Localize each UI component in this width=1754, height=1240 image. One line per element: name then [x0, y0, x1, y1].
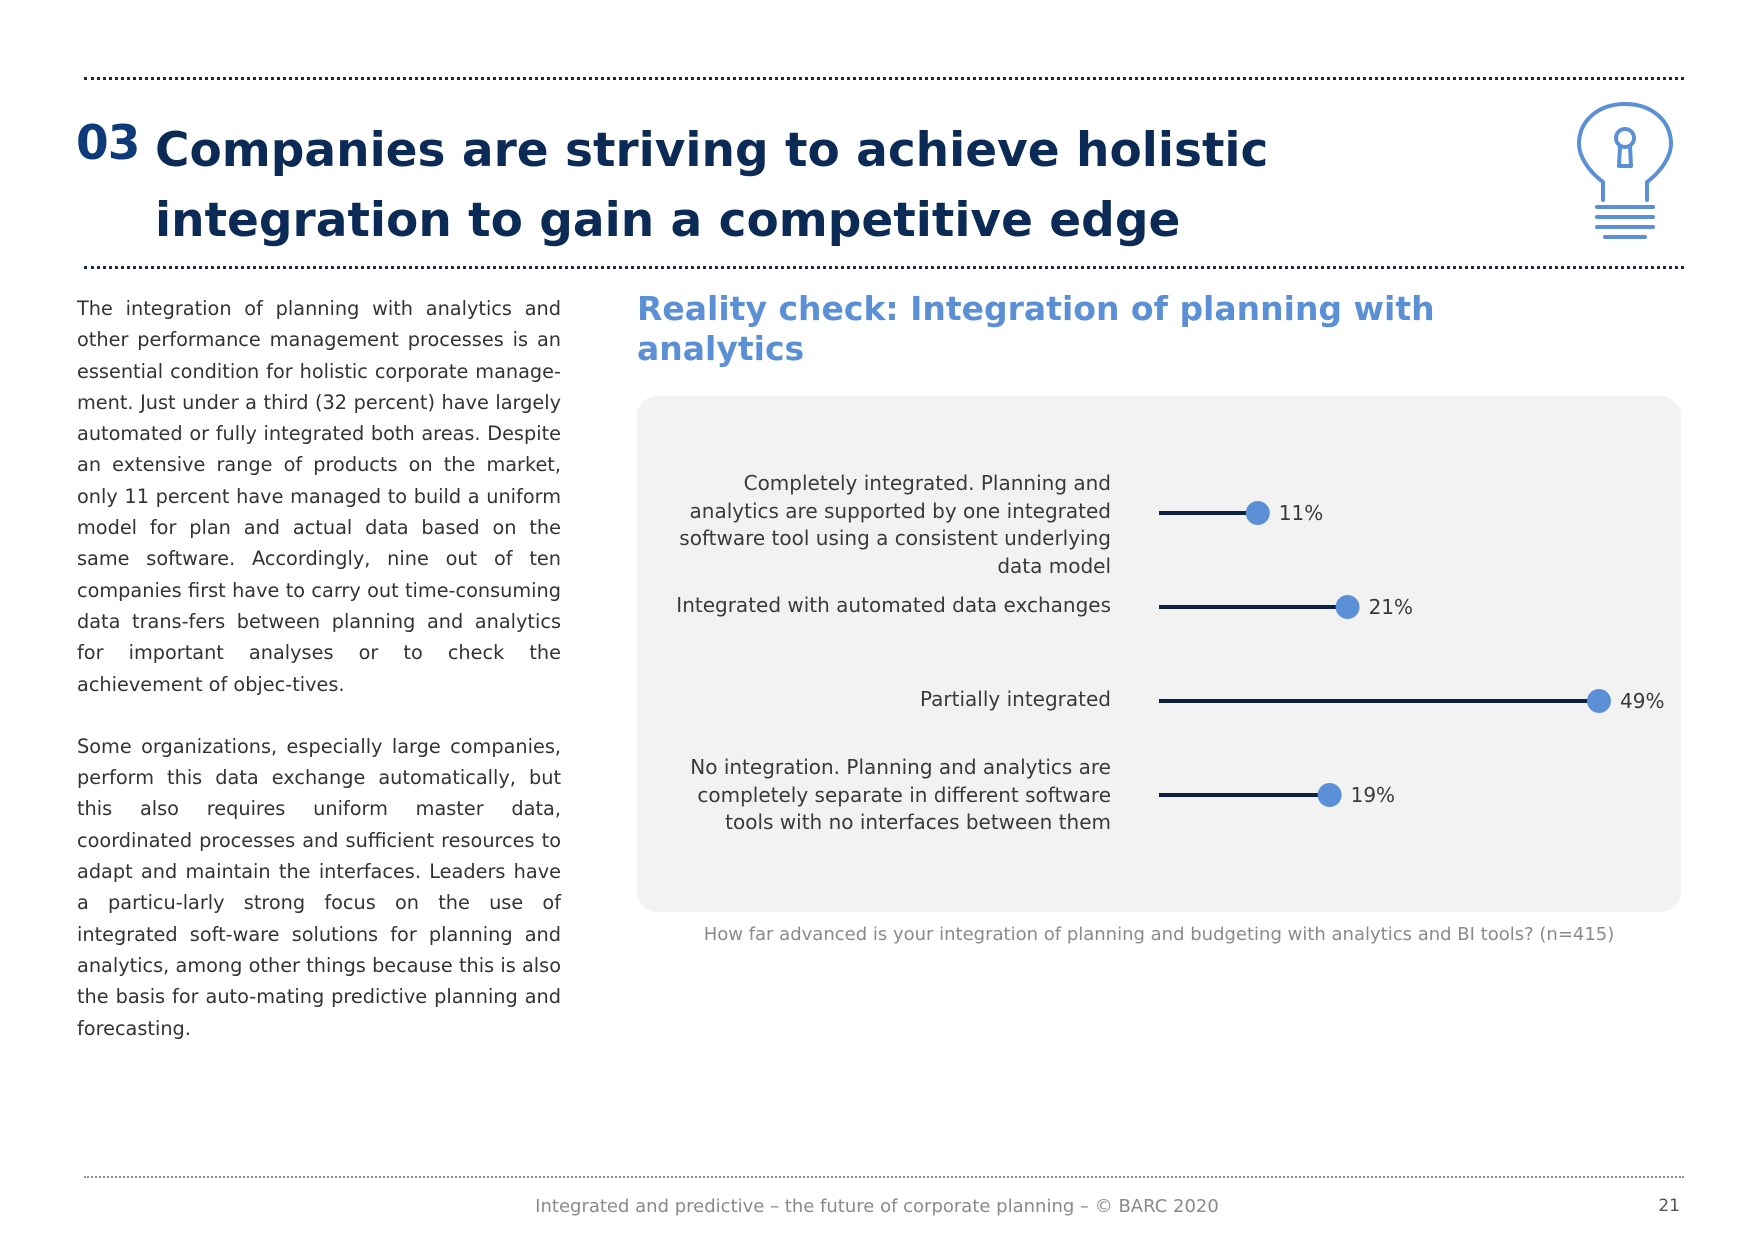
value-label: 11% — [1278, 501, 1324, 525]
value-marker — [1336, 595, 1360, 619]
body-paragraph: The integration of planning with analytics and other performance management processes is an essential condition for holistic corporate manage-ment. Just under a third (32 percent) have largely automated or fully integrated both areas. Despite an extensive range of products on the market, only 11 percent have managed to build a uniform model for plan and actual data based on the same software. Accordingly, nine out of ten companies first have to carry out time-consuming data trans-fers between planning and analytics for important analyses or to check the achievement of objec-tives. — [77, 297, 561, 696]
chart-panel — [637, 396, 1681, 912]
value-label: 19% — [1350, 783, 1396, 807]
value-label: 21% — [1368, 595, 1414, 619]
lollipop-chart — [637, 396, 1681, 912]
title-divider — [84, 266, 1684, 269]
page-title: Companies are striving to achieve holistic integration to gain a competitive edge — [155, 123, 1269, 248]
category-label: Integrated with automated data exchanges — [676, 593, 1111, 617]
chart-caption: How far advanced is your integration of planning and budgeting with analytics and BI tools? (n=415) — [703, 924, 1615, 945]
value-marker — [1587, 689, 1611, 713]
lightbulb-keyhole-icon — [1575, 100, 1675, 245]
value-marker — [1318, 783, 1342, 807]
category-label: Partially integrated — [920, 687, 1111, 711]
category-label: Completely integrated. Planning and analytics are supported by one integrated software tool using a consistent underlying data model — [679, 471, 1111, 578]
category-label: No integration. Planning and analytics are completely separate in different software tools with no interfaces between them — [690, 755, 1111, 834]
body-text — [77, 293, 561, 1075]
section-number: 03 — [76, 116, 140, 171]
footer-text: Integrated and predictive – the future of corporate planning – © BARC 2020 — [535, 1196, 1219, 1217]
page-number: 21 — [1658, 1196, 1680, 1216]
value-marker — [1246, 501, 1270, 525]
body-paragraph: Some organizations, especially large companies, perform this data exchange automatically, but this also requires uniform master data, coordinated processes and sufficient resources to adapt and maintain the interfaces. Leaders have a particu-larly strong focus on the use of integrated soft-ware solutions for planning and analytics, among other things because this is also the basis for auto-mating predictive planning and forecasting. — [77, 734, 561, 1040]
chart-title: Reality check: Integration of planning with analytics — [637, 289, 1435, 368]
footer-divider — [84, 1176, 1684, 1178]
value-label: 49% — [1620, 689, 1665, 713]
top-divider — [84, 77, 1684, 80]
